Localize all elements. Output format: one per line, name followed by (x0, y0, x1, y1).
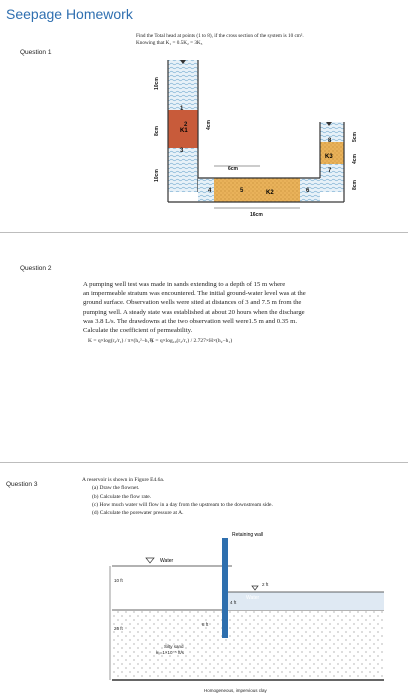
point-5: 5 (240, 188, 244, 194)
permeability-label: kₓ=1×10⁻⁵ ft/s (156, 650, 184, 655)
dim-26ft: 26 ft (114, 626, 123, 631)
question-2-line-5: was 3.8 L/s. The drawdowns at the two observation well were1.5 m and 0.35 m. (83, 317, 298, 325)
left-lower-column (168, 148, 198, 192)
k2-label: K2 (266, 190, 274, 196)
formula-1: K = q×log(r₂/r₁) / π×(h₂²−h₁²) (88, 338, 153, 344)
k3-label: K3 (325, 154, 333, 160)
dim-5cm: 5cm (352, 131, 358, 142)
k1-label: K1 (180, 128, 188, 134)
dim-8cm: 8cm (154, 125, 160, 136)
formula-2: K = q×log₁₀(r₂/r₁) / 2.727×H×(h₂−h₁) (150, 338, 233, 344)
question-1-label: Question 1 (20, 49, 52, 56)
point-8: 8 (328, 138, 332, 144)
question-2-line-1: A pumping well test was made in sands extending to a depth of 15 m where (83, 281, 286, 288)
question-3-line-5: (d) Calculate the porewater pressure at A. (92, 510, 184, 517)
retaining-wall (222, 538, 228, 638)
question-1-text (136, 33, 376, 47)
point-7: 7 (328, 168, 332, 174)
dim-4ft: 4 ft (230, 600, 237, 605)
clay-label: Homogeneous, impervious clay (204, 688, 267, 693)
question-1-line-1: Find the Total head at points (1 to 8), if the cross section of the system is 10 cm². (136, 33, 304, 39)
point-4: 4 (208, 188, 212, 194)
point-3: 3 (180, 148, 184, 154)
dim-10cm-bottom: 10cm (154, 169, 160, 182)
soil-k2 (214, 178, 300, 202)
dim-16cm: 16cm (250, 212, 263, 218)
downstream-level-icon (252, 586, 258, 590)
dim-6cm: 6cm (228, 166, 239, 172)
retaining-wall-label: Retaining wall (232, 532, 264, 538)
point-6: 6 (306, 188, 310, 194)
question-2-line-6: Calculate the coefficient of permeability. (83, 327, 193, 335)
question-2-line-4: pumping well. A steady state was established at about 20 hours when the discharge (83, 308, 305, 316)
dim-8ft: 8 ft (202, 622, 209, 627)
silty-sand-layer (112, 610, 384, 680)
question-3-text (82, 476, 382, 517)
left-water-column (168, 60, 198, 110)
question-2-line-3: ground surface. Observation wells were sited at distances of 3 and 7.5 m from the (83, 299, 302, 307)
question-3-figure (104, 526, 394, 698)
silty-sand-label: Silty sand (164, 644, 184, 649)
soil-k3 (320, 142, 344, 164)
question-3-line-2: (a) Draw the flownet. (92, 485, 140, 492)
dim-10ft: 10 ft (114, 578, 123, 583)
water-level-icon (146, 558, 154, 563)
dim-4cm: 4cm (206, 119, 212, 130)
divider-2 (0, 462, 408, 463)
point-2: 2 (184, 122, 188, 128)
water-right-label: Water (246, 595, 260, 601)
question-3-label: Question 3 (6, 481, 38, 488)
question-3-line-3: (b) Calculate the flow rate. (92, 493, 152, 500)
question-2-line-2: an impermeable stratum was encountered. The initial ground-water level was at the (83, 290, 306, 298)
question-1-line-2: Knowing that K₁ = 0.5K₂ = 3K₃ (136, 40, 203, 46)
divider-1 (0, 232, 408, 233)
question-2-text (83, 280, 353, 335)
water-label: Water (160, 558, 174, 564)
dim-2ft: 2 ft (262, 582, 269, 587)
question-3-line-1: A reservoir is shown in Figure E4.6a. (82, 477, 165, 483)
dim-10cm-top: 10cm (154, 77, 160, 90)
dim-4cm-right: 4cm (352, 153, 358, 164)
question-3-line-4: (c) How much water will flow in a day from the upstream to the downstream side. (92, 501, 273, 508)
dim-8cm-right: 8cm (352, 179, 358, 190)
question-2-label: Question 2 (20, 265, 52, 272)
page-title: Seepage Homework (6, 6, 133, 22)
point-1: 1 (180, 106, 184, 112)
question-1-figure (140, 50, 380, 225)
